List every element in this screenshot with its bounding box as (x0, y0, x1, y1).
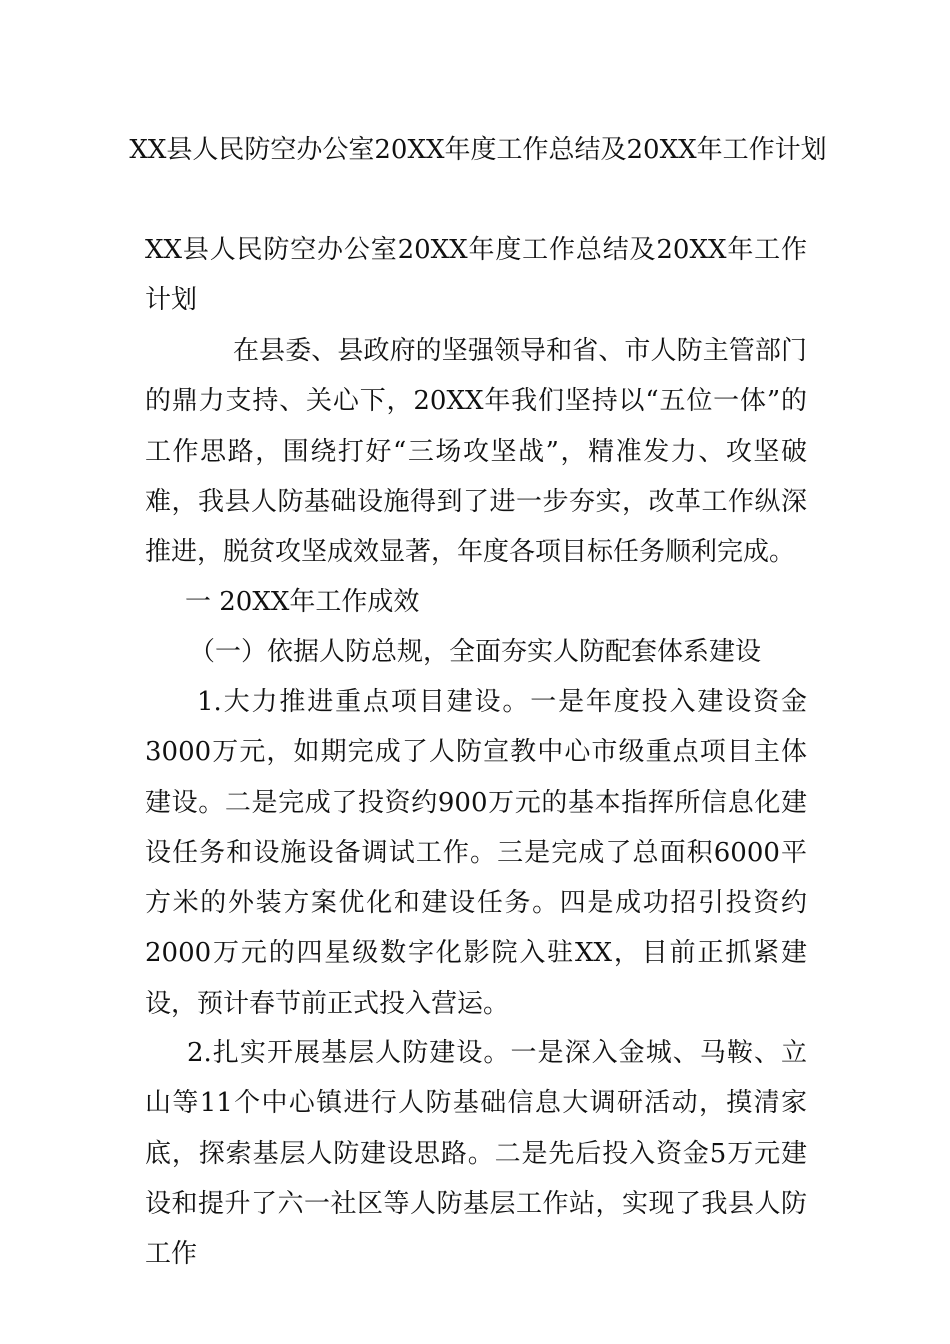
subsection-heading: （一）依据人防总规，全面夯实人防配套体系建设 (189, 637, 762, 667)
section-heading: 一 20XX年工作成效 (185, 587, 420, 617)
paragraph-item-2: 2.扎实开展基层人防建设。一是深入金城、马鞍、立山等11个中心镇进行人防基础信息大调研活动，摸清家底，探索基层人防建设思路。二是先后投入资金5万元建设和提升了六一社区等人防基层工作站，实现了我县人防工作 (145, 1038, 807, 1270)
paragraph-item-1: 1.大力推进重点项目建设。一是年度投入建设资金3000万元，如期完成了人防宣教中心市级重点项目主体建设。二是完成了投资约900万元的基本指挥所信息化建设任务和设施设备调试工作。三是完成了总面积6000平方米的外装方案优化和建设任务。四是成功招引投资约2000万元的四星级数字化影院入驻XX，目前正抓紧建设，预计春节前正式投入营运。 (145, 687, 807, 1019)
document-title: XX县人民防空办公室20XX年度工作总结及20XX年工作计划 (129, 135, 827, 165)
intro-paragraph: 在县委、县政府的坚强领导和省、市人防主管部门的鼎力支持、关心下，20XX年我们坚持以“五位一体”的工作思路，围绕打好“三场攻坚战”，精准发力、攻坚破难，我县人防基础设施得到了进一步夯实，改革工作纵深推进，脱贫攻坚成效显著，年度各项目标任务顺利完成。 (145, 336, 807, 568)
document-subtitle: XX县人民防空办公室20XX年度工作总结及20XX年工作计划 (145, 235, 807, 316)
